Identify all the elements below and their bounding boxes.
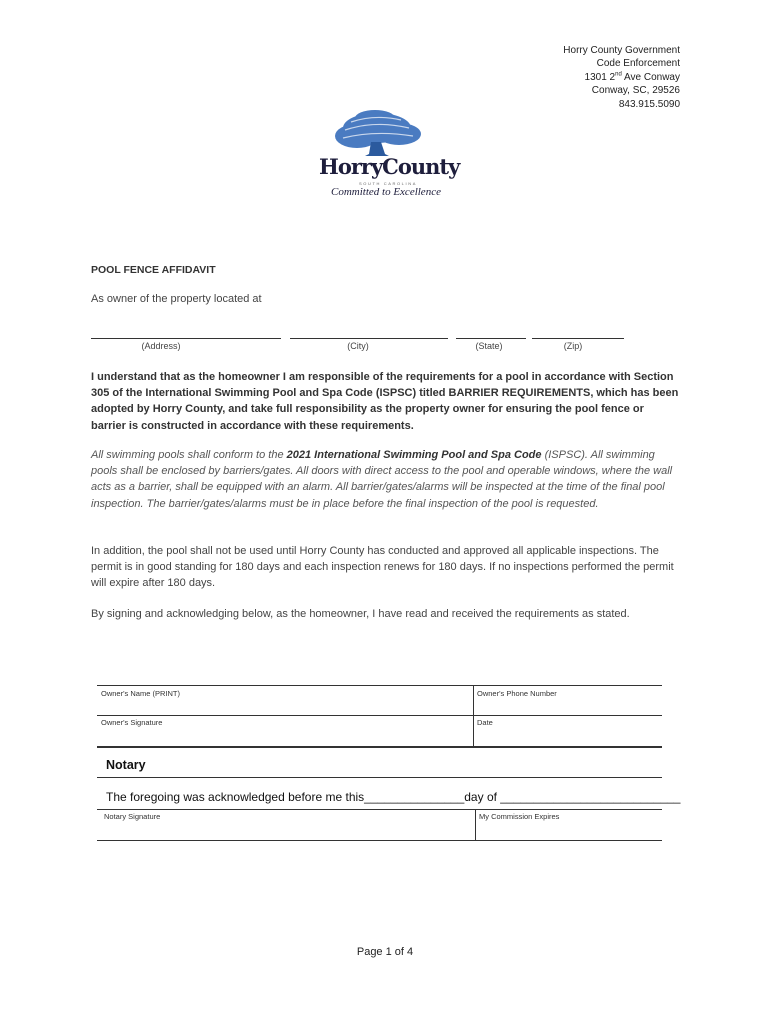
- zip-label: (Zip): [563, 341, 583, 351]
- city-state-zip: Conway, SC, 29526: [591, 85, 680, 97]
- notary-signature-field[interactable]: [97, 811, 474, 839]
- city-field[interactable]: [290, 338, 448, 339]
- form-title: POOL FENCE AFFIDAVIT: [91, 264, 216, 276]
- city-label: (City): [347, 341, 369, 351]
- zip-field[interactable]: [532, 338, 624, 339]
- pool-code-paragraph: All swimming pools shall conform to the 2021 International Swimming Pool and Spa Code (ISPSC). All swimming pools shall be enclosed by barriers/gates. All doors with direct access to the pool and operable windows, where the wall acts as a barrier, shall be equipped with an alarm. All barrier/gates/alarms will be inspected at the time of the final pool inspection. The barrier/gates/alarms must be in place before the final inspection of the pool is requested.: [91, 449, 673, 510]
- notary-acknowledgement-line[interactable]: The foregoing was acknowledged before me this_______________day of ___________________________: [106, 790, 681, 804]
- notary-heading-line: [97, 777, 662, 778]
- table-middle-line: [97, 715, 662, 716]
- table-column-divider: [473, 686, 474, 747]
- state-field[interactable]: [456, 338, 526, 339]
- table-top-line: [97, 685, 662, 686]
- owner-name-label: Owner's Name (PRINT): [101, 689, 180, 698]
- logo-name: HorryCounty: [319, 154, 460, 179]
- header-address-block: [563, 44, 680, 111]
- department-name: Code Enforcement: [596, 58, 680, 70]
- street-address: 1301 2nd Ave Conway: [584, 71, 680, 83]
- org-name: Horry County Government: [563, 45, 680, 56]
- date-label: Date: [477, 718, 493, 727]
- intro-text: As owner of the property located at: [91, 293, 262, 305]
- phone-number: 843.915.5090: [618, 98, 680, 110]
- inspection-paragraph: In addition, the pool shall not be used until Horry County has conducted and approved all applicable inspections. The permit is in good standing for 180 days and each inspection renews for 180 days. If no inspections performed the permit will expire after 180 days.: [91, 545, 674, 590]
- date-field[interactable]: [475, 717, 660, 745]
- notary-heading: Notary: [106, 758, 146, 772]
- owner-phone-label: Owner's Phone Number: [477, 689, 557, 698]
- notary-table-bottom-line: [97, 840, 662, 841]
- owner-name-field[interactable]: [97, 688, 472, 713]
- owner-phone-field[interactable]: [475, 688, 660, 713]
- table-bottom-line: [97, 746, 662, 748]
- notary-column-divider: [475, 810, 476, 840]
- owner-signature-label: Owner's Signature: [101, 718, 163, 727]
- owner-signature-field[interactable]: [97, 717, 472, 745]
- responsibility-paragraph: I understand that as the homeowner I am responsible of the requirements for a pool in accordance with Section 305 of the International Swimming Pool and Spa Code (ISPSC) titled BARRIER REQUIREMENTS, which has been adopted by Horry County, and take full responsibility as the property owner for ensuring the pool fence or barrier is constructed in accordance with these requirements.: [91, 371, 679, 432]
- logo-tagline: Committed to Excellence: [331, 186, 441, 198]
- address-label: (Address): [141, 341, 181, 351]
- logo-subtitle: SOUTH CAROLINA: [359, 181, 417, 186]
- commission-expires-field[interactable]: [477, 811, 660, 839]
- commission-expires-label: My Commission Expires: [479, 812, 560, 821]
- state-label: (State): [475, 341, 503, 351]
- notary-table-top-line: [97, 809, 662, 810]
- notary-signature-label: Notary Signature: [104, 812, 161, 821]
- page-number: Page 1 of 4: [356, 946, 414, 958]
- address-field[interactable]: [91, 338, 281, 339]
- acknowledgement-paragraph: By signing and acknowledging below, as the homeowner, I have read and received the requirements as stated.: [91, 608, 630, 620]
